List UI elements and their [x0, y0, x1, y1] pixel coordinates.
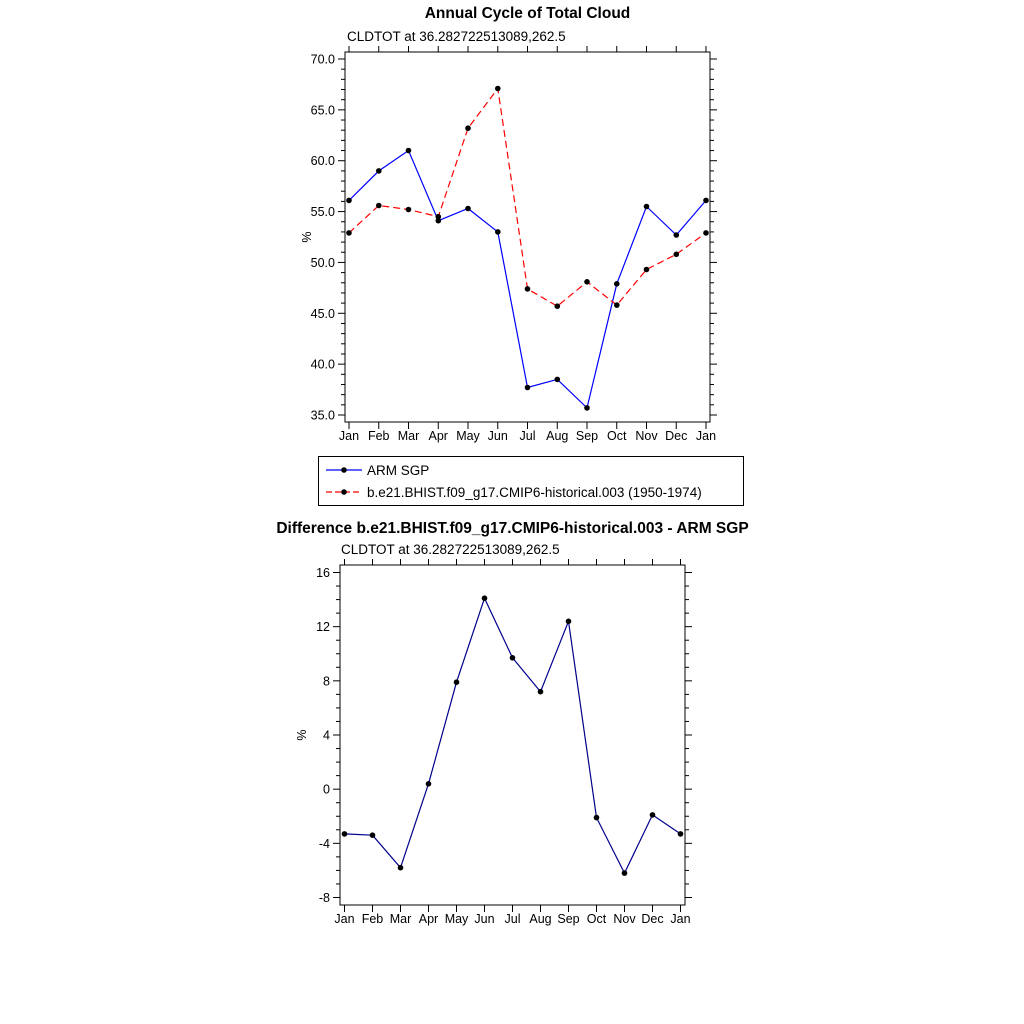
- svg-text:Jan: Jan: [334, 912, 355, 926]
- svg-text:60.0: 60.0: [310, 154, 335, 169]
- svg-text:-8: -8: [318, 891, 330, 905]
- svg-text:Dec: Dec: [665, 429, 688, 443]
- svg-text:Sep: Sep: [557, 912, 580, 926]
- svg-text:Dec: Dec: [641, 912, 664, 926]
- svg-text:Jul: Jul: [504, 912, 521, 926]
- svg-text:Feb: Feb: [361, 912, 384, 926]
- svg-text:Feb: Feb: [367, 429, 390, 443]
- svg-text:May: May: [444, 912, 469, 926]
- annual-cycle-title: Annual Cycle of Total Cloud: [424, 5, 631, 22]
- svg-text:Mar: Mar: [397, 429, 420, 443]
- difference-subtitle: CLDTOT at 36.282722513089,262.5: [341, 542, 560, 557]
- svg-text:Apr: Apr: [418, 912, 439, 926]
- legend-item-arm-sgp: [319, 459, 743, 481]
- svg-text:12: 12: [316, 620, 330, 635]
- svg-text:Jul: Jul: [519, 429, 536, 443]
- difference-title: Difference b.e21.BHIST.f09_g17.CMIP6-historical.003 - ARM SGP: [276, 520, 749, 537]
- svg-text:45.0: 45.0: [310, 306, 335, 321]
- svg-text:Sep: Sep: [575, 429, 599, 443]
- legend-label-model: b.e21.BHIST.f09_g17.CMIP6-historical.003 (1950-1974): [367, 484, 702, 500]
- svg-text:Nov: Nov: [635, 429, 658, 443]
- svg-text:65.0: 65.0: [310, 103, 335, 118]
- svg-text:Jan: Jan: [338, 429, 360, 443]
- svg-text:Oct: Oct: [607, 429, 627, 443]
- svg-text:4: 4: [323, 728, 330, 743]
- svg-text:Jun: Jun: [487, 429, 508, 443]
- svg-text:Jan: Jan: [670, 912, 691, 926]
- svg-text:70.0: 70.0: [310, 52, 335, 67]
- legend-line-sample-model-icon: [324, 486, 364, 498]
- legend-item-model: [319, 481, 743, 503]
- svg-text:Aug: Aug: [529, 912, 552, 926]
- svg-text:Apr: Apr: [428, 429, 448, 443]
- svg-text:May: May: [456, 429, 480, 443]
- svg-text:Jun: Jun: [474, 912, 495, 926]
- svg-text:Oct: Oct: [586, 912, 607, 926]
- legend-box: [318, 456, 744, 506]
- annual-cycle-subtitle: CLDTOT at 36.282722513089,262.5: [347, 29, 566, 44]
- legend-label-arm-sgp: ARM SGP: [367, 462, 430, 478]
- svg-text:-4: -4: [318, 836, 330, 851]
- svg-text:40.0: 40.0: [310, 357, 335, 372]
- svg-text:%: %: [295, 729, 309, 741]
- svg-text:Jan: Jan: [695, 429, 717, 443]
- svg-text:55.0: 55.0: [310, 205, 335, 220]
- svg-text:35.0: 35.0: [310, 408, 335, 423]
- svg-text:Aug: Aug: [546, 429, 569, 443]
- svg-text:%: %: [300, 231, 314, 243]
- svg-text:50.0: 50.0: [310, 255, 335, 270]
- svg-text:0: 0: [323, 782, 330, 797]
- svg-text:16: 16: [316, 566, 330, 580]
- svg-text:Mar: Mar: [389, 912, 412, 926]
- svg-text:Nov: Nov: [613, 912, 636, 926]
- legend-line-sample-arm-sgp-icon: [324, 464, 364, 476]
- svg-text:8: 8: [323, 674, 330, 689]
